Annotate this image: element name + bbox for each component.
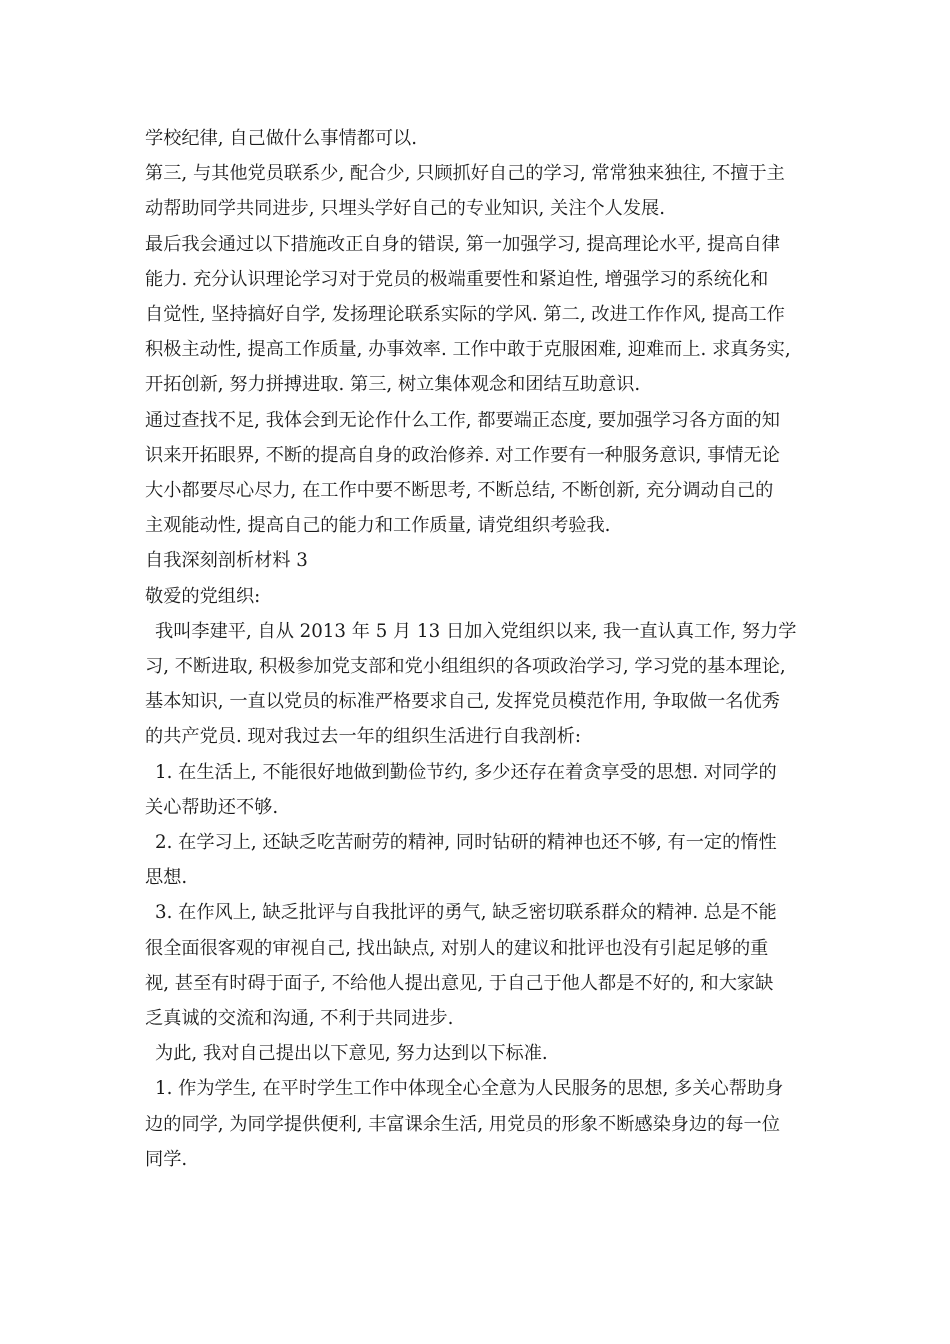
text-line: 大小都要尽心尽力, 在工作中要不断思考, 不断总结, 不断创新, 充分调动自己的 [145, 480, 774, 502]
list-item: 2. 在学习上, 还缺乏吃苦耐劳的精神, 同时钻研的精神也还不够, 有一定的惰性 [155, 832, 777, 854]
text-line: 识来开拓眼界, 不断的提高自身的政治修养. 对工作要有一种服务意识, 事情无论 [145, 444, 780, 466]
list-item: 3. 在作风上, 缺乏批评与自我批评的勇气, 缺乏密切联系群众的精神. 总是不能 [155, 902, 777, 924]
text-line: 边的同学, 为同学提供便利, 丰富课余生活, 用党员的形象不断感染身边的每一位 [145, 1113, 780, 1135]
text-line: 动帮助同学共同进步, 只埋头学好自己的专业知识, 关注个人发展. [145, 198, 665, 220]
document-body [145, 121, 815, 1177]
list-item: 1. 作为学生, 在平时学生工作中体现全心全意为人民服务的思想, 多关心帮助身 [155, 1078, 784, 1100]
text-line: 学校纪律, 自己做什么事情都可以. [145, 128, 417, 149]
list-item: 1. 在生活上, 不能很好地做到勤俭节约, 多少还存在着贪享受的思想. 对同学的 [155, 761, 777, 783]
text-line: 通过查找不足, 我体会到无论作什么工作, 都要端正态度, 要加强学习各方面的知 [145, 409, 780, 431]
text-line: 习, 不断进取, 积极参加党支部和党小组组织的各项政治学习, 学习党的基本理论, [145, 656, 786, 678]
text-line: 为此, 我对自己提出以下意见, 努力达到以下标准. [155, 1043, 548, 1065]
text-line: 基本知识, 一直以党员的标准严格要求自己, 发挥党员模范作用, 争取做一名优秀 [145, 691, 780, 713]
text-line: 同学. [145, 1148, 188, 1170]
text-line: 积极主动性, 提高工作质量, 办事效率. 工作中敢于克服困难, 迎难而上. 求真务实, [145, 339, 791, 361]
text-line: 视, 甚至有时碍于面子, 不给他人提出意见, 于自己于他人都是不好的, 和大家缺 [145, 972, 774, 994]
text-line: 自觉性, 坚持搞好自学, 发扬理论联系实际的学风. 第二, 改进工作作风, 提高工作 [145, 304, 785, 326]
text-line: 主观能动性, 提高自己的能力和工作质量, 请党组织考验我. [145, 515, 611, 537]
text-line: 乏真诚的交流和沟通, 不利于共同进步. [145, 1008, 454, 1030]
text-line: 第三, 与其他党员联系少, 配合少, 只顾抓好自己的学习, 常常独来独往, 不擅于主 [145, 163, 785, 185]
section-heading: 自我深刻剖析材料 3 [145, 550, 308, 572]
text-line: 能力. 充分认识理论学习对于党员的极端重要性和紧迫性, 增强学习的系统化和 [145, 268, 769, 290]
text-line: 的共产党员. 现对我过去一年的组织生活进行自我剖析: [145, 726, 582, 748]
salutation: 敬爱的党组织: [145, 585, 261, 607]
text-line: 开拓创新, 努力拼搏进取. 第三, 树立集体观念和团结互助意识. [145, 374, 641, 396]
text-line: 关心帮助还不够. [145, 796, 279, 818]
text-line: 我叫李建平, 自从 2013 年 5 月 13 日加入党组织以来, 我一直认真工作, 努力学 [155, 620, 797, 642]
text-line: 很全面很客观的审视自己, 找出缺点, 对别人的建议和批评也没有引起足够的重 [145, 937, 769, 959]
text-line: 最后我会通过以下措施改正自身的错误, 第一加强学习, 提高理论水平, 提高自律 [145, 233, 780, 255]
text-line: 思想. [145, 867, 188, 889]
